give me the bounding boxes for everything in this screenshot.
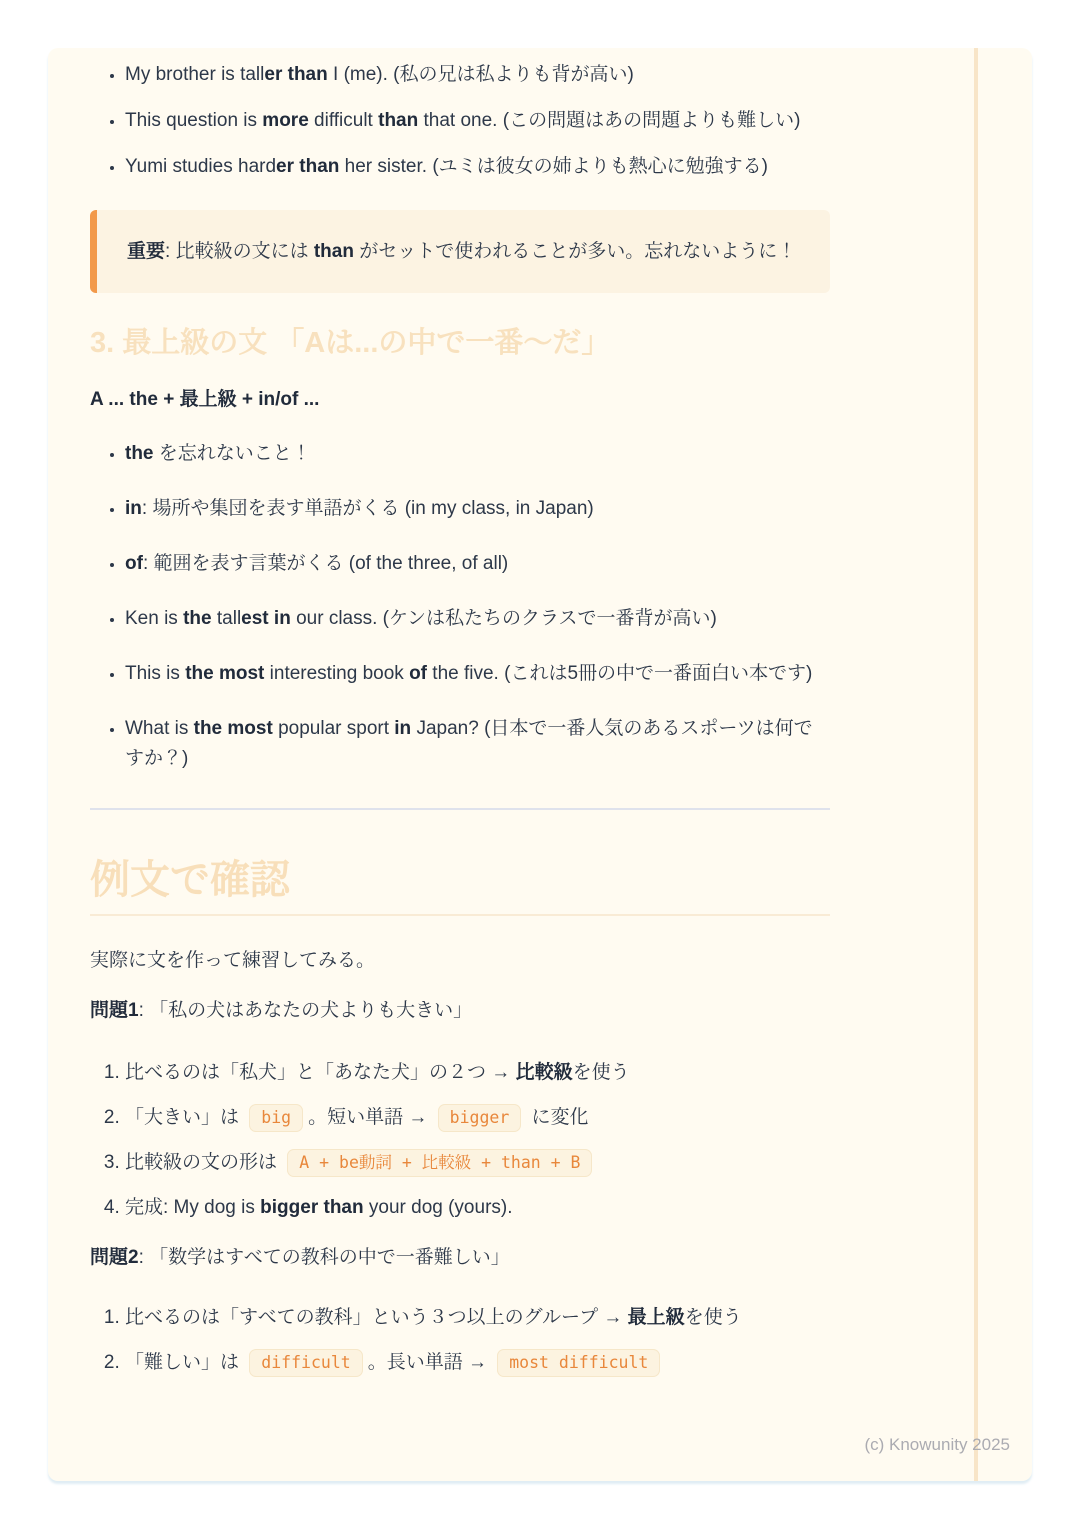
superlative-rules-list bbox=[90, 439, 830, 774]
problem2-label: 問題2: 「数学はすべての教科の中で一番難しい」 bbox=[90, 1247, 510, 1268]
copyright-watermark: (c) Knowunity 2025 bbox=[864, 1435, 1010, 1454]
step-item: 4. 完成: My dog is bigger than your dog (yours). bbox=[125, 1193, 830, 1223]
step-item: 3. 比較級の文の形は A + be動詞 + 比較級 + than + B bbox=[125, 1148, 830, 1178]
page-content bbox=[90, 48, 830, 1378]
important-callout bbox=[90, 210, 830, 293]
step-item: 2. 「難しい」は difficult 。長い単語 → most difficult bbox=[125, 1348, 830, 1378]
rule-bullet: • the を忘れないこと！ bbox=[125, 439, 830, 469]
problem1-steps-list bbox=[90, 1058, 830, 1223]
section-heading-practice: 例文で確認 bbox=[90, 858, 830, 916]
example-bullet: • This question is more difficult than that one. (この問題はあの問題よりも難しい) bbox=[125, 106, 830, 136]
example-bullet: • Yumi studies harder than her sister. (ユミは彼女の姉よりも熱心に勉強する) bbox=[125, 152, 830, 182]
practice-intro: 実際に文を作って練習してみる。 bbox=[90, 950, 376, 971]
example-bullet: • What is the most popular sport in Japan? (日本で一番人気のあるスポーツは何ですか？) bbox=[125, 714, 830, 774]
section-heading-superlative: 3. 最上級の文 「Aは...の中で一番〜だ」 bbox=[90, 327, 611, 359]
rule-bullet: • of: 範囲を表す言葉がくる (of the three, of all) bbox=[125, 549, 830, 579]
step-item: 1. 比べるのは「私犬」と「あなた犬」の２つ → 比較級を使う bbox=[125, 1058, 830, 1088]
problem1-label: 問題1: 「私の犬はあなたの犬よりも大きい」 bbox=[90, 1000, 473, 1021]
section-divider bbox=[90, 808, 830, 810]
page-margin-line bbox=[974, 48, 978, 1481]
step-item: 1. 比べるのは「すべての教科」という３つ以上のグループ → 最上級を使う bbox=[125, 1303, 830, 1333]
example-bullet: • This is the most interesting book of the five. (これは5冊の中で一番面白い本です) bbox=[125, 659, 830, 689]
callout-text: 重要: 比較級の文には than がセットで使われることが多い。忘れないように！ bbox=[127, 241, 797, 262]
notes-page bbox=[48, 48, 1032, 1481]
comparative-examples-list bbox=[90, 60, 830, 182]
inline-code-chip: A + be動詞 + 比較級 + than + B bbox=[287, 1149, 592, 1177]
inline-code-chip: big bbox=[249, 1104, 303, 1132]
problem2-steps-list bbox=[90, 1303, 830, 1378]
inline-code-chip: bigger bbox=[438, 1104, 522, 1132]
rule-bullet: • in: 場所や集団を表す単語がくる (in my class, in Japan) bbox=[125, 494, 830, 524]
example-bullet: • Ken is the tallest in our class. (ケンは私たちのクラスで一番背が高い) bbox=[125, 604, 830, 634]
example-bullet: • My brother is taller than I (me). (私の兄は私よりも背が高い) bbox=[125, 60, 830, 90]
inline-code-chip: most difficult bbox=[497, 1349, 660, 1377]
step-item: 2. 「大きい」は big 。短い単語 → bigger に変化 bbox=[125, 1103, 830, 1133]
inline-code-chip: difficult bbox=[249, 1349, 362, 1377]
superlative-formula: A ... the + 最上級 + in/of ... bbox=[90, 389, 320, 410]
